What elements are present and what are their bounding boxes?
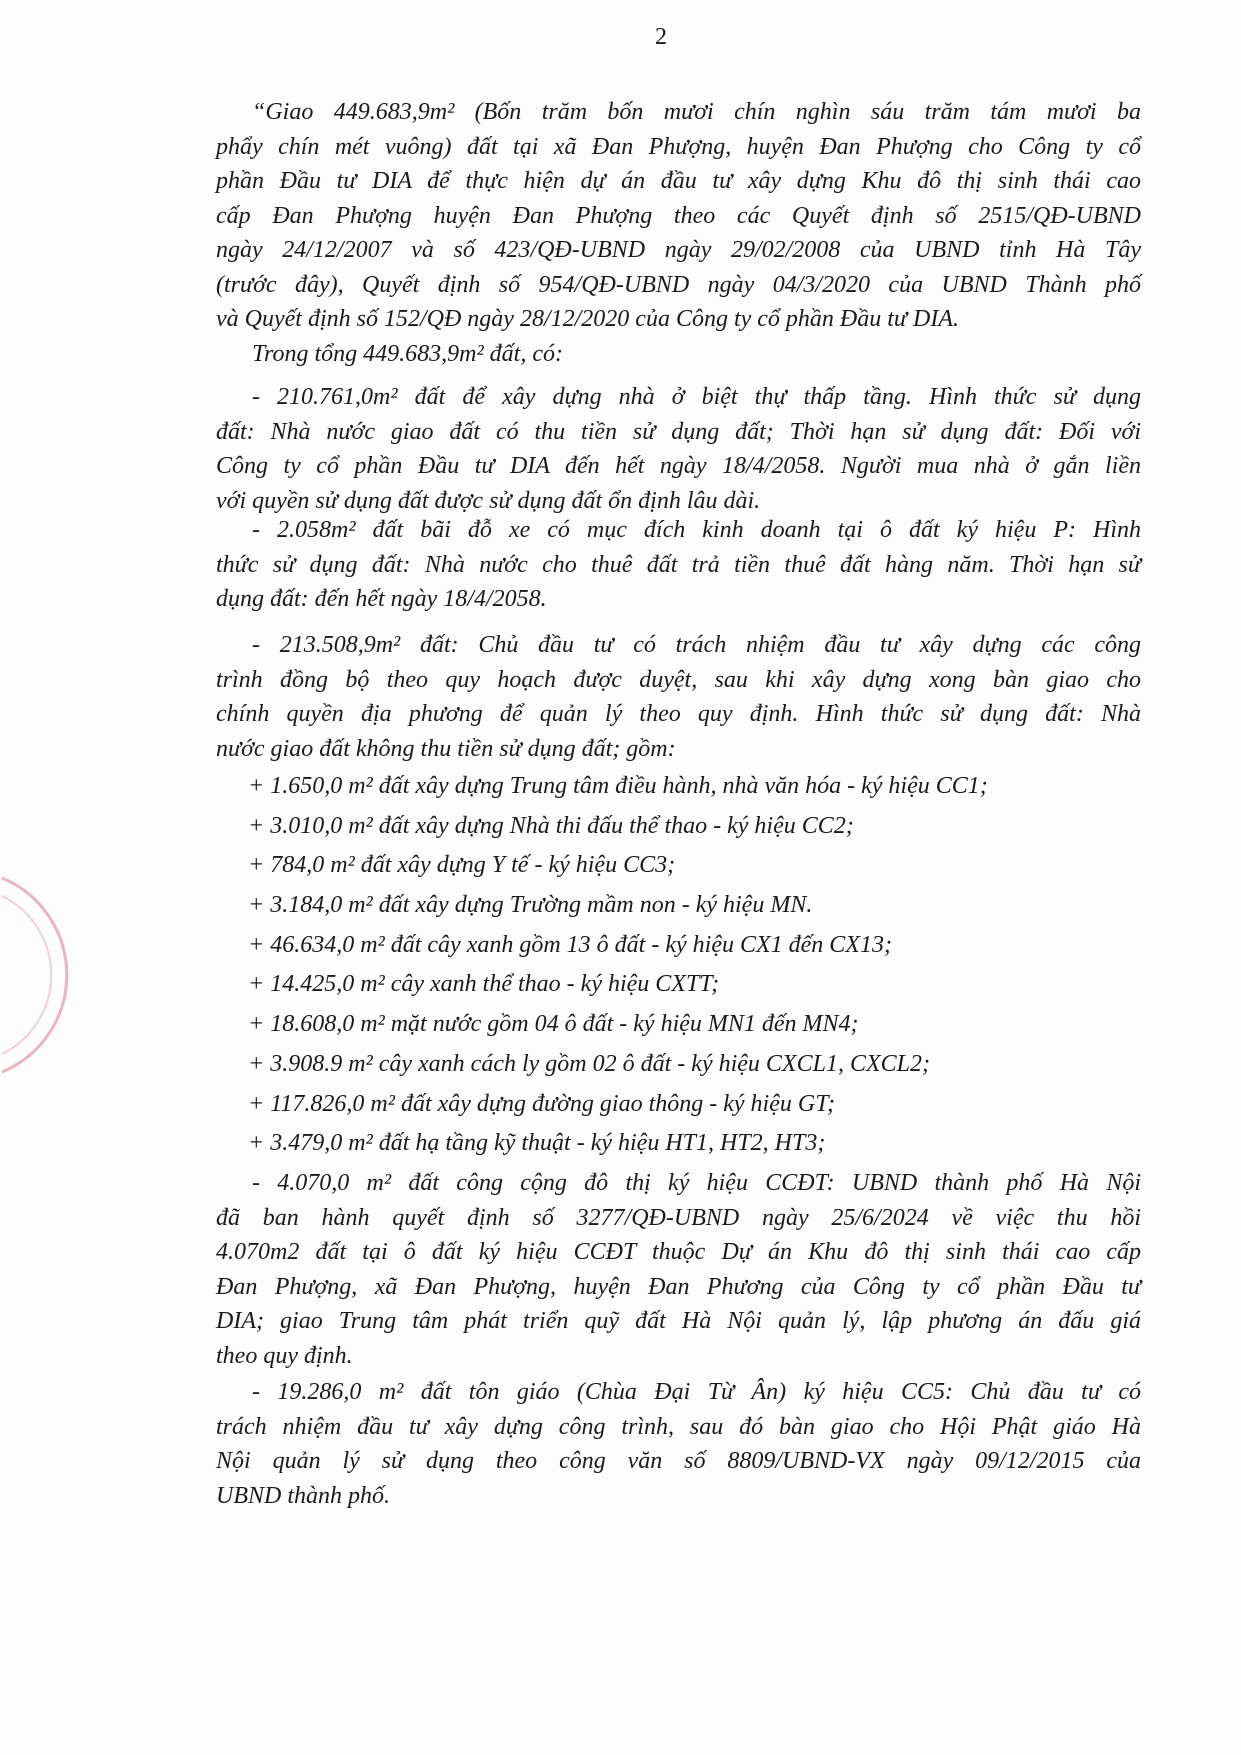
- text-line: “Giao 449.683,9m² (Bốn trăm bốn mươi chín nghìn sáu trăm tám mươi ba: [252, 99, 1141, 125]
- text-line: - 19.286,0 m² đất tôn giáo (Chùa Đại Từ Ân) ký hiệu CC5: Chủ đầu tư có: [252, 1379, 1141, 1405]
- list-item: + 3.184,0 m² đất xây dựng Trường mầm non - ký hiệu MN.: [248, 892, 813, 919]
- paragraph-religious-land: [216, 1375, 1141, 1513]
- text-line: chính quyền địa phương để quản lý theo quy định. Hình thức sử dụng đất: Nhà: [216, 701, 1141, 727]
- text-line: Công ty cổ phần Đầu tư DIA đến hết ngày 18/4/2058. Người mua nhà ở gắn liền: [216, 453, 1141, 479]
- list-item: + 784,0 m² đất xây dựng Y tế - ký hiệu CC3;: [248, 852, 676, 879]
- paragraph-infrastructure-land: [216, 628, 1141, 766]
- list-item: + 46.634,0 m² đất cây xanh gồm 13 ô đất - ký hiệu CX1 đến CX13;: [248, 931, 892, 958]
- list-item: + 1.650,0 m² đất xây dựng Trung tâm điều hành, nhà văn hóa - ký hiệu CC1;: [248, 773, 988, 799]
- list-item: + 3.010,0 m² đất xây dựng Nhà thi đấu thể thao - ký hiệu CC2;: [248, 812, 854, 839]
- text-line: nước giao đất không thu tiền sử dụng đất; gồm:: [216, 735, 676, 762]
- text-line: trách nhiệm đầu tư xây dựng công trình, sau đó bàn giao cho Hội Phật giáo Hà: [216, 1413, 1141, 1440]
- paragraph-parking-land: [216, 513, 1141, 617]
- paragraph-villa-land: [216, 380, 1141, 518]
- list-item: + 3.479,0 m² đất hạ tầng kỹ thuật - ký hiệu HT1, HT2, HT3;: [248, 1130, 826, 1157]
- text-line: với quyền sử dụng đất được sử dụng đất ổn định lâu dài.: [216, 487, 761, 514]
- text-line: trình đồng bộ theo quy hoạch được duyệt, sau khi xây dựng xong bàn giao cho: [216, 666, 1141, 693]
- text-line: đã ban hành quyết định số 3277/QĐ-UBND ngày 25/6/2024 về việc thu hồi: [216, 1204, 1141, 1231]
- text-line: 4.070m2 đất tại ô đất ký hiệu CCĐT thuộc Dự án Khu đô thị sinh thái cao cấp: [216, 1239, 1141, 1265]
- text-line: - 210.761,0m² đất để xây dựng nhà ở biệt thự thấp tầng. Hình thức sử dụng: [252, 384, 1141, 410]
- text-line: ngày 24/12/2007 và số 423/QĐ-UBND ngày 29/02/2008 của UBND tỉnh Hà Tây: [216, 237, 1141, 263]
- red-seal-stamp: [0, 870, 70, 1080]
- text-line: - 2.058m² đất bãi đỗ xe có mục đích kinh doanh tại ô đất ký hiệu P: Hình: [252, 517, 1141, 543]
- text-line: (trước đây), Quyết định số 954/QĐ-UBND ngày 04/3/2020 của UBND Thành phố: [216, 271, 1141, 298]
- text-line: Trong tổng 449.683,9m² đất, có:: [252, 341, 563, 367]
- text-line: cấp Đan Phượng huyện Đan Phượng theo các Quyết định số 2515/QĐ-UBND: [216, 202, 1141, 229]
- text-line: Nội quản lý sử dụng theo công văn số 8809/UBND-VX ngày 09/12/2015 của: [216, 1448, 1141, 1474]
- paragraph-total-intro: [216, 337, 1141, 372]
- text-line: - 213.508,9m² đất: Chủ đầu tư có trách nhiệm đầu tư xây dựng các công: [252, 632, 1141, 658]
- text-line: phần Đầu tư DIA để thực hiện dự án đầu tư xây dựng Khu đô thị sinh thái cao: [216, 168, 1141, 194]
- text-line: UBND thành phố.: [216, 1482, 390, 1509]
- text-line: theo quy định.: [216, 1342, 353, 1369]
- list-item: + 117.826,0 m² đất xây dựng đường giao thông - ký hiệu GT;: [248, 1090, 835, 1117]
- text-line: - 4.070,0 m² đất công cộng đô thị ký hiệu CCĐT: UBND thành phố Hà Nội: [252, 1170, 1141, 1196]
- infrastructure-list: [216, 767, 1141, 1164]
- list-item: + 3.908.9 m² cây xanh cách ly gồm 02 ô đất - ký hiệu CXCL1, CXCL2;: [248, 1050, 930, 1077]
- text-line: dụng đất: đến hết ngày 18/4/2058.: [216, 586, 547, 612]
- text-line: Đan Phượng, xã Đan Phượng, huyện Đan Phương của Công ty cổ phần Đầu tư: [216, 1273, 1141, 1300]
- page-number: 2: [655, 24, 667, 50]
- text-line: đất: Nhà nước giao đất có thu tiền sử dụng đất; Thời hạn sử dụng đất: Đối với: [216, 418, 1141, 445]
- text-line: DIA; giao Trung tâm phát triển quỹ đất Hà Nội quản lý, lập phương án đấu giá: [216, 1308, 1141, 1334]
- list-item: + 14.425,0 m² cây xanh thể thao - ký hiệu CXTT;: [248, 971, 720, 998]
- text-line: và Quyết định số 152/QĐ ngày 28/12/2020 của Công ty cổ phần Đầu tư DIA.: [216, 306, 959, 332]
- paragraph-land-allocation: [216, 95, 1141, 337]
- text-line: phẩy chín mét vuông) đất tại xã Đan Phượng, huyện Đan Phượng cho Công ty cổ: [216, 133, 1141, 160]
- list-item: + 18.608,0 m² mặt nước gồm 04 ô đất - ký hiệu MN1 đến MN4;: [248, 1011, 859, 1038]
- text-line: thức sử dụng đất: Nhà nước cho thuê đất trả tiền thuê đất hàng năm. Thời hạn sử: [216, 551, 1141, 578]
- paragraph-public-land: [216, 1166, 1141, 1373]
